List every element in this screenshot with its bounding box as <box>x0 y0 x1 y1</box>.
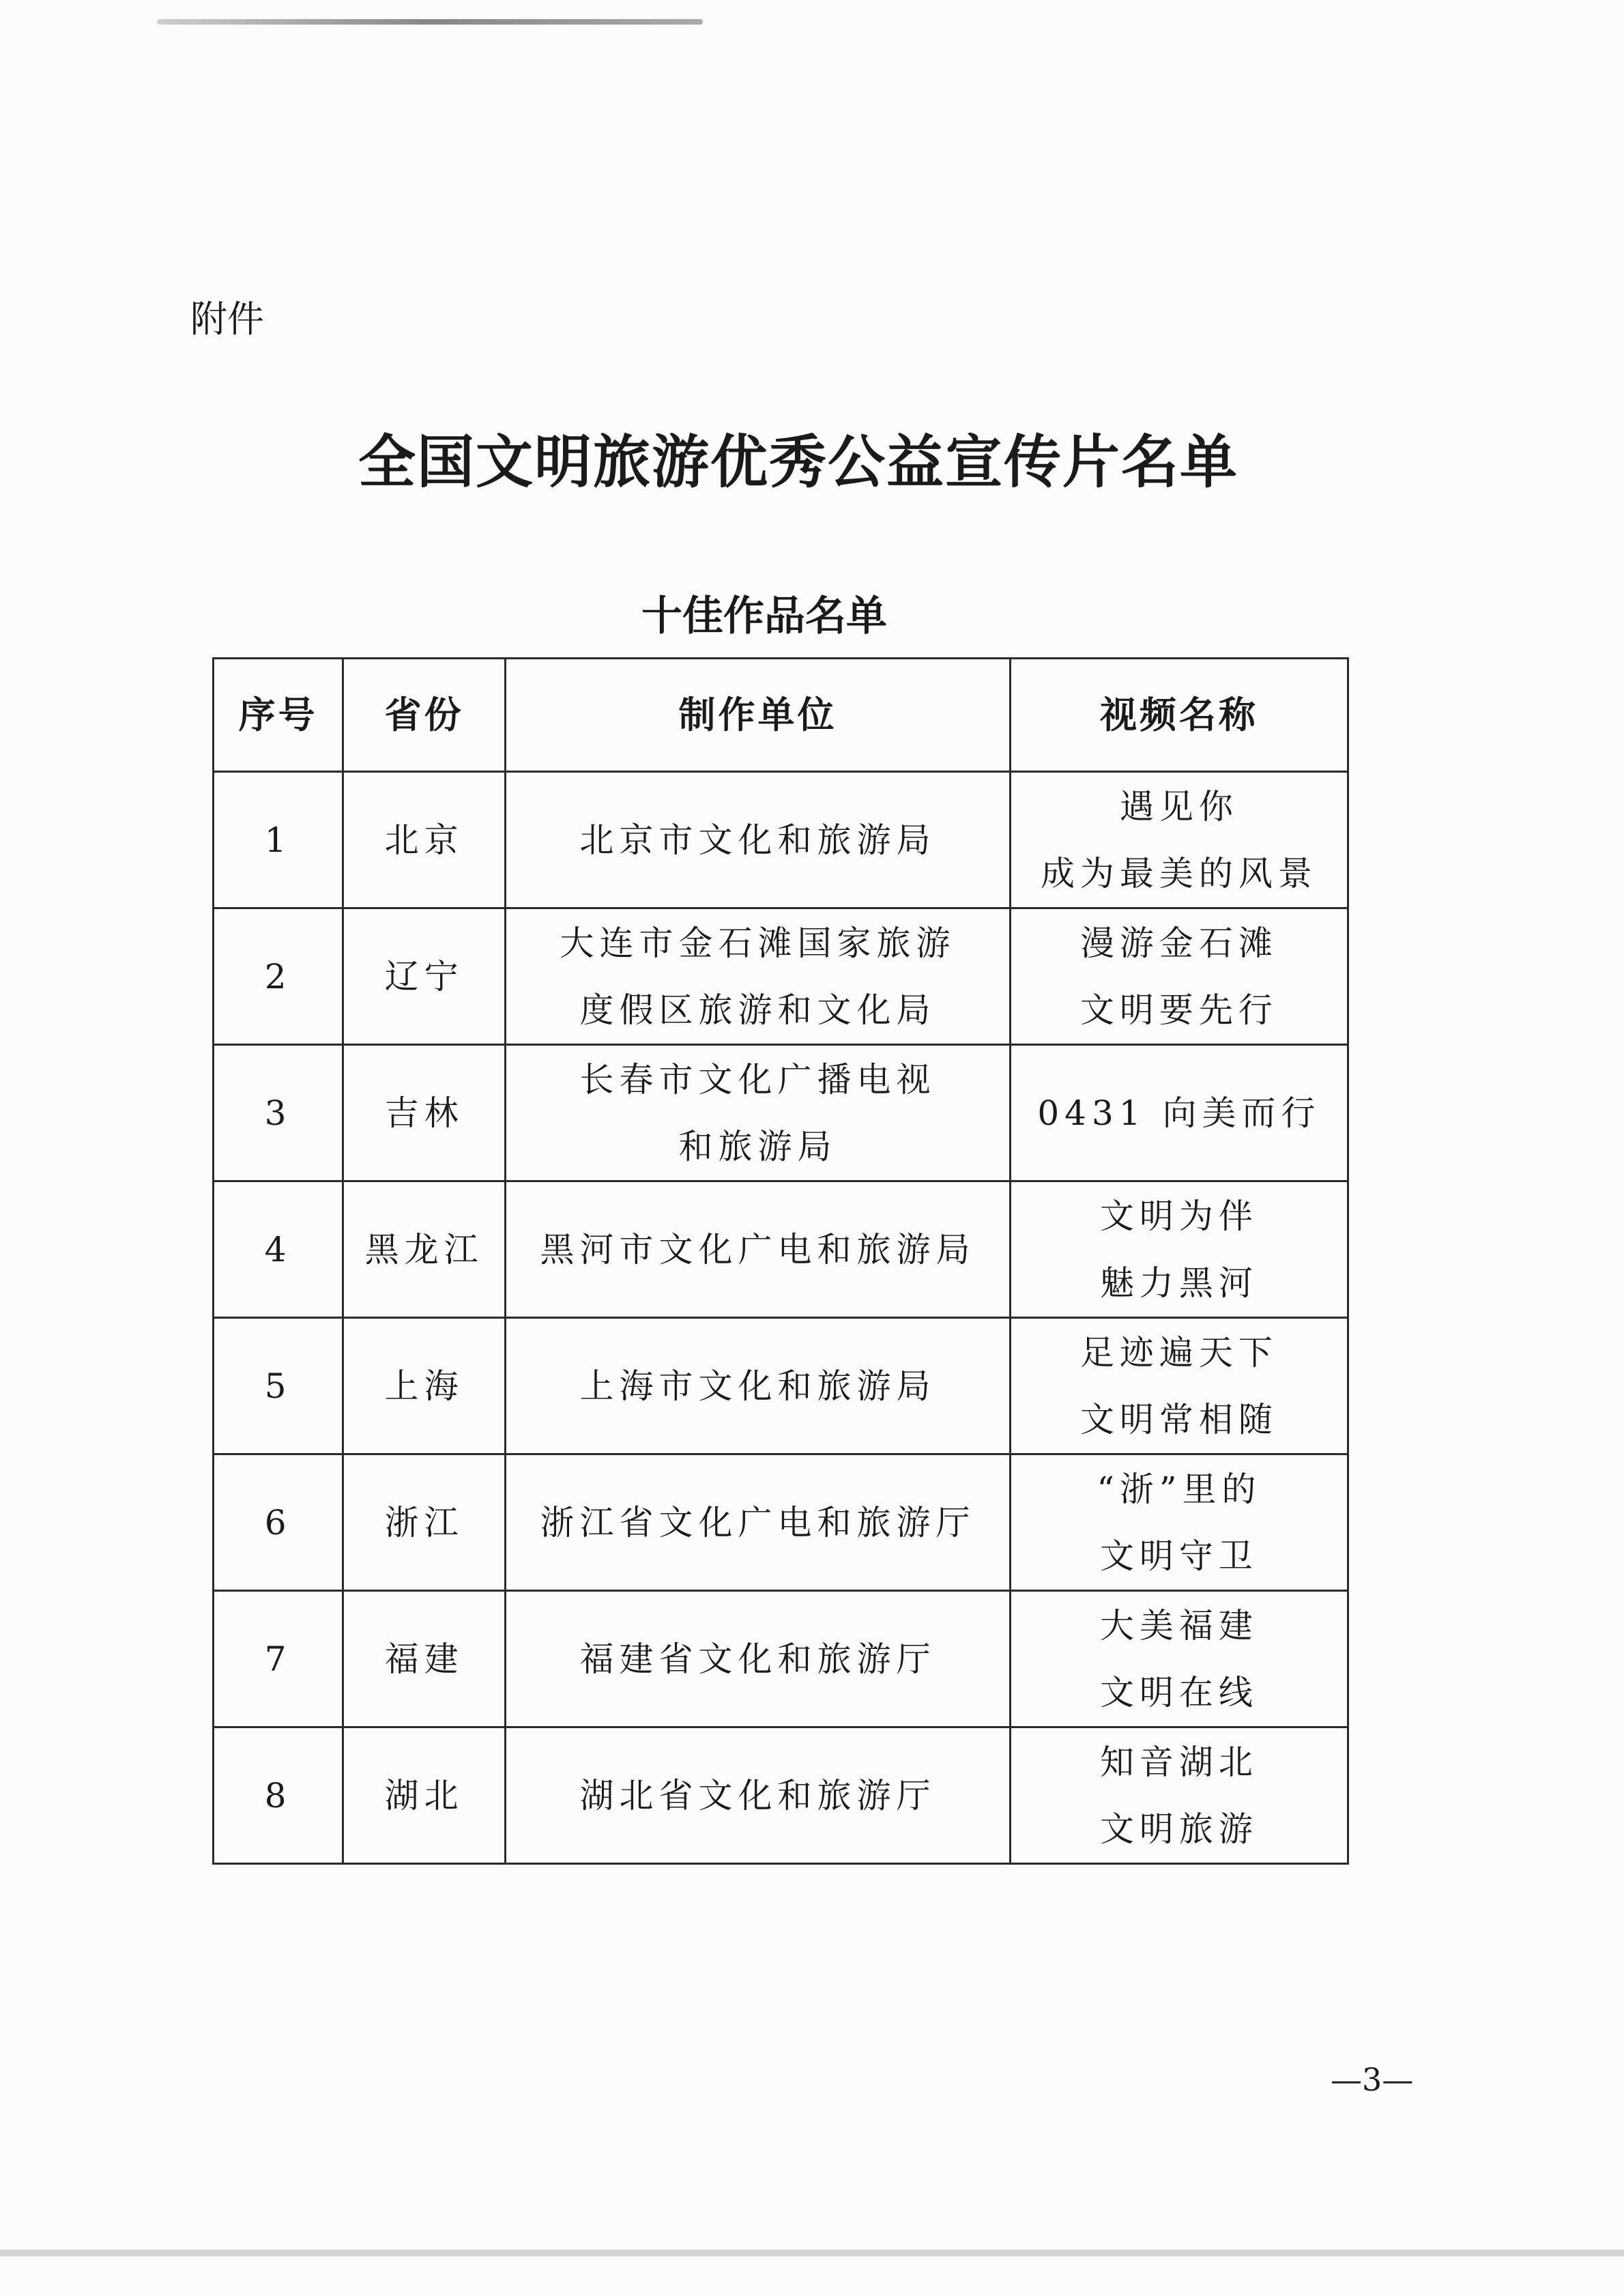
cell-video <box>1010 1318 1348 1454</box>
cell-province: 福建 <box>343 1591 506 1727</box>
header-province: 省份 <box>343 659 506 772</box>
cell-unit <box>506 1045 1011 1181</box>
video-line: 文明旅游 <box>1099 1809 1258 1849</box>
scan-artifact <box>157 19 703 25</box>
video-line: 文明常相随 <box>1079 1399 1278 1439</box>
table-row <box>214 1727 1348 1864</box>
cell-video <box>1010 772 1348 908</box>
video-line: 0431 向美而行 <box>1037 1093 1321 1133</box>
header-no: 序号 <box>214 659 343 772</box>
cell-no: 7 <box>214 1591 343 1727</box>
video-line: 文明为伴 <box>1099 1196 1258 1236</box>
annex-label: 附件 <box>190 298 264 341</box>
video-line: 文明要先行 <box>1079 990 1278 1030</box>
video-line: 知音湖北 <box>1099 1742 1258 1782</box>
cell-province: 黑龙江 <box>343 1181 506 1318</box>
video-line: 魅力黑河 <box>1099 1263 1258 1303</box>
cell-province: 北京 <box>343 772 506 908</box>
unit-line: 湖北省文化和旅游厅 <box>579 1775 936 1816</box>
video-line: 足迹遍天下 <box>1079 1332 1278 1373</box>
header-video: 视频名称 <box>1010 659 1348 772</box>
unit-line: 上海市文化和旅游局 <box>579 1366 936 1406</box>
unit-line: 大连市金石滩国家旅游 <box>560 923 956 963</box>
table-header-row <box>214 659 1348 772</box>
header-unit: 制作单位 <box>506 659 1011 772</box>
unit-line: 黑河市文化广电和旅游局 <box>540 1229 976 1269</box>
document-title: 全国文明旅游优秀公益宣传片名单 <box>358 428 1238 496</box>
table-row <box>214 1181 1348 1318</box>
cell-video <box>1010 1727 1348 1864</box>
cell-video <box>1010 1454 1348 1591</box>
video-line: 文明守卫 <box>1099 1536 1258 1576</box>
cell-video <box>1010 908 1348 1045</box>
unit-line: 度假区旅游和文化局 <box>579 990 936 1030</box>
section-subtitle: 十佳作品名单 <box>641 592 887 640</box>
cell-unit <box>506 1454 1011 1591</box>
unit-line: 浙江省文化广电和旅游厅 <box>540 1502 976 1542</box>
table-row <box>214 1454 1348 1591</box>
page-number: —3— <box>1331 2061 1414 2098</box>
cell-province: 辽宁 <box>343 908 506 1045</box>
unit-line: 北京市文化和旅游局 <box>579 820 936 860</box>
video-line: 文明在线 <box>1099 1672 1258 1712</box>
cell-province: 湖北 <box>343 1727 506 1864</box>
scan-artifact <box>0 2250 1624 2256</box>
video-line: 漫游金石滩 <box>1079 923 1278 963</box>
table-row <box>214 1045 1348 1181</box>
cell-video <box>1010 1591 1348 1727</box>
cell-unit <box>506 1318 1011 1454</box>
unit-line: 长春市文化广播电视 <box>579 1059 936 1100</box>
cell-video <box>1010 1181 1348 1318</box>
cell-province: 浙江 <box>343 1454 506 1591</box>
cell-unit <box>506 1591 1011 1727</box>
table-row <box>214 1591 1348 1727</box>
cell-province: 上海 <box>343 1318 506 1454</box>
winners-table <box>212 657 1349 1865</box>
cell-unit <box>506 908 1011 1045</box>
table-row <box>214 908 1348 1045</box>
cell-no: 8 <box>214 1727 343 1864</box>
cell-no: 5 <box>214 1318 343 1454</box>
cell-unit <box>506 1727 1011 1864</box>
cell-unit <box>506 772 1011 908</box>
video-line: 成为最美的风景 <box>1040 853 1318 893</box>
cell-video <box>1010 1045 1348 1181</box>
cell-no: 6 <box>214 1454 343 1591</box>
cell-no: 4 <box>214 1181 343 1318</box>
unit-line: 和旅游局 <box>678 1126 837 1166</box>
cell-province: 吉林 <box>343 1045 506 1181</box>
cell-no: 1 <box>214 772 343 908</box>
cell-unit <box>506 1181 1011 1318</box>
video-line: 大美福建 <box>1099 1605 1258 1646</box>
cell-no: 2 <box>214 908 343 1045</box>
table-row <box>214 772 1348 908</box>
video-line: 遇见你 <box>1119 786 1238 827</box>
table-row <box>214 1318 1348 1454</box>
video-line: “浙”里的 <box>1097 1469 1262 1509</box>
unit-line: 福建省文化和旅游厅 <box>579 1639 936 1679</box>
cell-no: 3 <box>214 1045 343 1181</box>
